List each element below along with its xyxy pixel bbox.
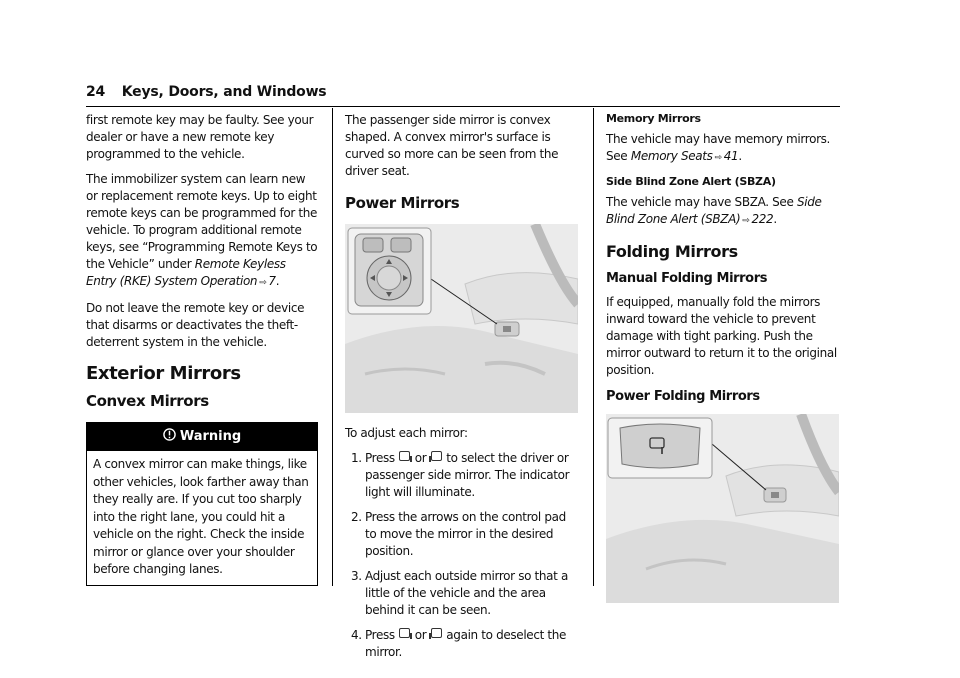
- power-mirror-control-illustration: [345, 224, 578, 413]
- column-divider: [332, 108, 333, 586]
- page-ref-arrow-icon: ⇨: [714, 153, 722, 163]
- heading-exterior-mirrors: Exterior Mirrors: [86, 363, 241, 384]
- warning-label: Warning: [179, 429, 242, 444]
- warning-icon: [163, 428, 176, 441]
- paragraph: If equipped, manually fold the mirrors inward toward the vehicle to prevent damage with tight parking. Push the mirror outward to return it to the original position.: [606, 295, 837, 377]
- door-panel-illustration: [606, 414, 839, 603]
- left-mirror-button-icon: [399, 628, 410, 638]
- paragraph: To adjust each mirror:: [345, 426, 468, 440]
- list-item: 3. Adjust each outside mirror so that a little of the vehicle and the area behind it can be seen.: [351, 569, 568, 617]
- column-middle: [345, 112, 579, 669]
- list-item: 2. Press the arrows on the control pad to move the mirror in the desired position.: [351, 510, 566, 558]
- heading-power-mirrors: Power Mirrors: [345, 194, 460, 212]
- paragraph: The passenger side mirror is convex shaped. A convex mirror's surface is curved so more can be seen from the driver seat.: [345, 113, 559, 178]
- paragraph: Do not leave the remote key or device that disarms or deactivates the theft-deterrent system in the vehicle.: [86, 301, 305, 349]
- right-mirror-button-icon: [431, 628, 442, 638]
- warning-header: [87, 423, 317, 451]
- power-folding-control-illustration: [606, 414, 839, 603]
- page-ref-arrow-icon: ⇨: [742, 216, 750, 226]
- page-number: 24: [86, 84, 106, 100]
- page-header: [86, 84, 840, 107]
- paragraph: The vehicle may have SBZA. See Side Blind Zone Alert (SBZA) ⇨ 222.: [606, 195, 822, 226]
- heading-memory-mirrors: Memory Mirrors: [606, 112, 701, 125]
- heading-sbza: Side Blind Zone Alert (SBZA): [606, 175, 776, 188]
- column-divider: [593, 108, 594, 586]
- column-right: [606, 112, 840, 603]
- paragraph: The vehicle may have memory mirrors. See Memory Seats ⇨ 41.: [606, 132, 831, 163]
- paragraph: first remote key may be faulty. See your dealer or have a new remote key programmed to the vehicle.: [86, 113, 314, 161]
- warning-text: A convex mirror can make things, like other vehicles, look farther away than they really are. If you cut too sharply into the right lane, you could hit a vehicle on the right. Check the inside mirror or glance over your shoulder before changing lanes.: [93, 457, 309, 576]
- heading-power-folding: Power Folding Mirrors: [606, 389, 760, 404]
- list-item: 1. Press or to select the driver or passenger side mirror. The indicator light will illuminate.: [351, 451, 570, 499]
- left-mirror-button-icon: [399, 451, 410, 461]
- column-left: [86, 112, 318, 586]
- right-mirror-button-icon: [431, 451, 442, 461]
- heading-manual-folding: Manual Folding Mirrors: [606, 271, 768, 286]
- list-item: 4. Press or again to deselect the mirror.: [351, 628, 567, 659]
- cross-reference[interactable]: Remote Keyless Entry (RKE) System Operation: [86, 257, 286, 288]
- steps-list: [345, 450, 579, 661]
- heading-convex-mirrors: Convex Mirrors: [86, 392, 209, 410]
- section-title: Keys, Doors, and Windows: [121, 84, 327, 100]
- warning-box: [86, 422, 318, 586]
- page-ref[interactable]: 222: [751, 212, 774, 226]
- paragraph: The immobilizer system can learn new or replacement remote keys. Up to eight remote keys can be programmed for the vehicle. To program additional remote keys, see “Programming Remote Keys to the Vehicle” under Remote Keyless Entry (RKE) System Operation ⇨ 7.: [86, 172, 318, 288]
- door-panel-illustration: [345, 224, 578, 413]
- page-ref[interactable]: 41: [723, 149, 739, 163]
- page-ref[interactable]: 7: [268, 274, 276, 288]
- page-ref-arrow-icon: ⇨: [259, 278, 267, 288]
- cross-reference[interactable]: Side Blind Zone Alert (SBZA): [606, 195, 822, 226]
- cross-reference[interactable]: Memory Seats: [630, 149, 713, 163]
- heading-folding-mirrors: Folding Mirrors: [606, 242, 738, 261]
